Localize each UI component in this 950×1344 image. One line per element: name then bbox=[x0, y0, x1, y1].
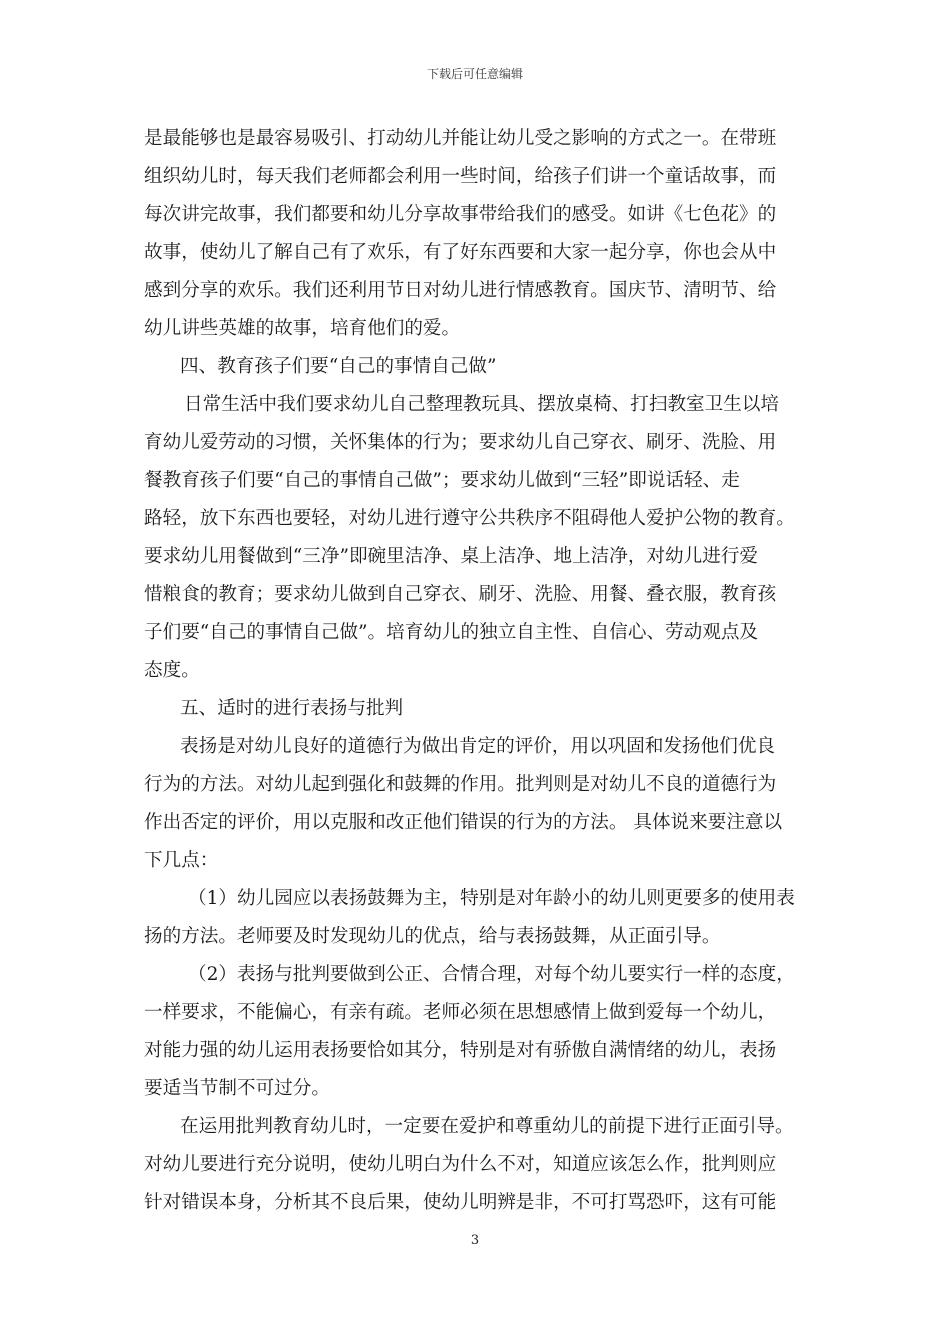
text-line: 态度。 bbox=[144, 660, 200, 681]
text-line: 对能力强的幼儿运用表扬要恰如其分，特别是对有骄傲自满情绪的幼儿，表扬 bbox=[144, 1040, 777, 1061]
text-line: 惜粮食的教育；要求幼儿做到自己穿衣、刷牙、洗脸、用餐、叠衣服，教育孩 bbox=[144, 584, 777, 605]
paragraph-first-line: 在运用批判教育幼儿时，一定要在爱护和尊重幼儿的前提下进行正面引导。 bbox=[180, 1116, 794, 1137]
text-line: 针对错误本身，分析其不良后果，使幼儿明辨是非，不可打骂恐吓，这有可能 bbox=[144, 1192, 777, 1213]
text-line: 子们要“自己的事情自己做”。培育幼儿的独立自主性、自信心、劳动观点及 bbox=[144, 622, 759, 643]
text-line: 作出否定的评价，用以克服和改正他们错误的行为的方法。 具体说来要注意以 bbox=[144, 812, 783, 833]
text-line: 每次讲完故事，我们都要和幼儿分享故事带给我们的感受。如讲《七色花》的 bbox=[144, 204, 777, 225]
list-item-first-line: （1）幼儿园应以表扬鼓舞为主，特别是对年龄小的幼儿则更要多的使用表 bbox=[188, 888, 795, 909]
section-heading: 五、适时的进行表扬与批判 bbox=[180, 698, 404, 719]
text-line: 餐教育孩子们要“自己的事情自己做”；要求幼儿做到“三轻”即说话轻、走 bbox=[144, 470, 740, 491]
section-heading: 四、教育孩子们要“自己的事情自己做” bbox=[180, 356, 497, 377]
paragraph-first-line: 表扬是对幼儿良好的道德行为做出肯定的评价，用以巩固和发扬他们优良 bbox=[180, 736, 776, 757]
text-line: 行为的方法。对幼儿起到强化和鼓舞的作用。批判则是对幼儿不良的道德行为 bbox=[144, 774, 777, 795]
page-header: 下载后可任意编辑 bbox=[426, 67, 523, 81]
text-line: 扬的方法。老师要及时发现幼儿的优点，给与表扬鼓舞，从正面引导。 bbox=[144, 926, 721, 947]
text-line: 下几点： bbox=[144, 850, 219, 871]
text-line: 要求幼儿用餐做到“三净”即碗里洁净、桌上洁净、地上洁净，对幼儿进行爱 bbox=[144, 546, 759, 567]
text-line: 要适当节制不可过分。 bbox=[144, 1078, 330, 1099]
text-line: 对幼儿要进行充分说明，使幼儿明白为什么不对，知道应该怎么作，批判则应 bbox=[144, 1154, 777, 1175]
text-line: 路轻，放下东西也要轻，对幼儿进行遵守公共秩序不阻碍他人爱护公物的教育。 bbox=[144, 508, 795, 529]
document-body bbox=[144, 120, 814, 1222]
page-number: 3 bbox=[470, 1233, 480, 1248]
text-line: 是最能够也是最容易吸引、打动幼儿并能让幼儿受之影响的方式之一。在带班 bbox=[144, 128, 777, 149]
text-line: 故事，使幼儿了解自己有了欢乐，有了好东西要和大家一起分享，你也会从中 bbox=[144, 242, 777, 263]
text-line: 感到分享的欢乐。我们还利用节日对幼儿进行情感教育。国庆节、清明节、给 bbox=[144, 280, 777, 301]
text-line: 一样要求，不能偏心，有亲有疏。老师必须在思想感情上做到爱每一个幼儿， bbox=[144, 1002, 777, 1023]
list-item-first-line: （2）表扬与批判要做到公正、合情合理，对每个幼儿要实行一样的态度， bbox=[188, 964, 795, 985]
text-line: 育幼儿爱劳动的习惯，关怀集体的行为；要求幼儿自己穿衣、刷牙、洗脸、用 bbox=[144, 432, 777, 453]
text-line: 组织幼儿时，每天我们老师都会利用一些时间，给孩子们讲一个童话故事，而 bbox=[144, 166, 777, 187]
text-line: 幼儿讲些英雄的故事，培育他们的爱。 bbox=[144, 318, 461, 339]
paragraph-first-line: 日常生活中我们要求幼儿自己整理教玩具、摆放桌椅、打扫教室卫生以培 bbox=[184, 394, 780, 415]
